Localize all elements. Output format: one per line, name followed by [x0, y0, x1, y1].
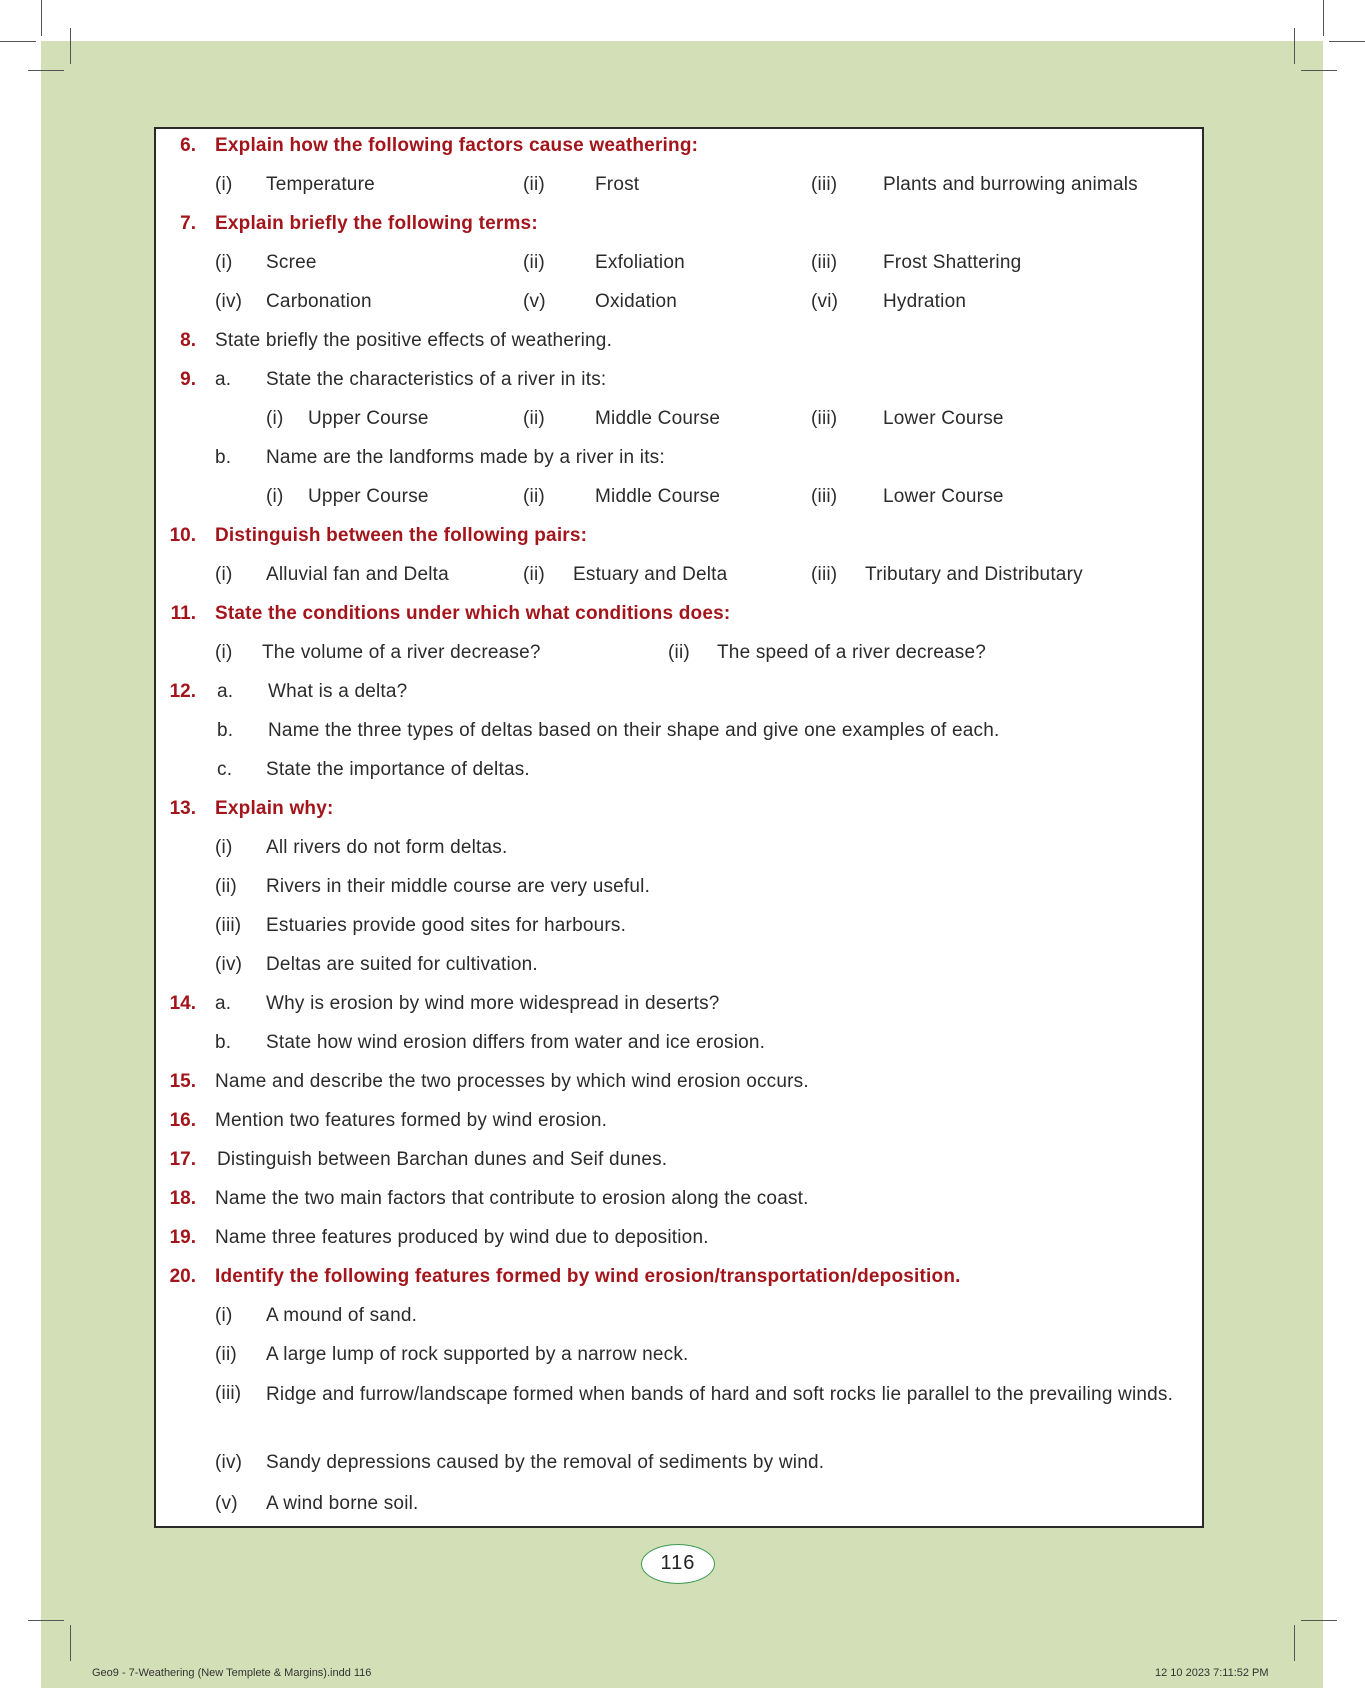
question-text: Mention two features formed by wind erosion. — [215, 1110, 608, 1131]
item-text: Frost Shattering — [883, 252, 1022, 273]
part-label: a. — [215, 369, 232, 390]
item-text: A mound of sand. — [266, 1305, 418, 1326]
crop-mark — [70, 1625, 71, 1661]
item-label: (ii) — [523, 408, 545, 429]
item-text: Middle Course — [595, 486, 721, 507]
item-label: (iii) — [811, 564, 838, 585]
item-text: Hydration — [883, 291, 967, 312]
question-heading: Explain why: — [215, 798, 334, 819]
item-label: (i) — [266, 486, 284, 507]
item-label: (i) — [215, 564, 233, 585]
question-number: 7. — [180, 213, 196, 234]
question-number: 6. — [180, 135, 196, 156]
crop-mark — [1329, 41, 1365, 42]
item-label: (ii) — [215, 1344, 237, 1365]
item-label: (ii) — [668, 642, 690, 663]
question-text: State briefly the positive effects of weathering. — [215, 330, 613, 351]
question-heading: Explain how the following factors cause weathering: — [215, 135, 699, 156]
part-label: c. — [217, 759, 233, 780]
footer-file-info: Geo9 - 7-Weathering (New Templete & Margins).indd 116 — [92, 1667, 372, 1679]
item-text: Plants and burrowing animals — [883, 174, 1138, 195]
item-text: Sandy depressions caused by the removal of sediments by wind. — [266, 1452, 825, 1473]
item-text: Rivers in their middle course are very useful. — [266, 876, 651, 897]
item-text: Frost — [595, 174, 640, 195]
item-label: (iii) — [811, 174, 838, 195]
item-label: (i) — [215, 642, 233, 663]
question-number: 10. — [169, 525, 196, 546]
item-text: Lower Course — [883, 408, 1004, 429]
item-text: Lower Course — [883, 486, 1004, 507]
item-text: Ridge and furrow/landscape formed when bands of hard and soft rocks lie parallel to the prevailing winds. — [266, 1384, 1174, 1405]
crop-mark — [28, 1620, 64, 1621]
part-text: Name the three types of deltas based on their shape and give one examples of each. — [268, 720, 1000, 741]
question-heading: State the conditions under which what conditions does: — [215, 603, 731, 624]
part-text: State how wind erosion differs from water and ice erosion. — [266, 1032, 766, 1053]
page-number: 116 — [641, 1544, 715, 1584]
part-text: State the importance of deltas. — [266, 759, 530, 780]
crop-mark — [1323, 0, 1324, 36]
part-label: b. — [215, 447, 232, 468]
crop-mark — [1294, 1625, 1295, 1661]
item-text: Tributary and Distributary — [865, 564, 1083, 585]
item-label: (i) — [215, 837, 233, 858]
item-text: Scree — [266, 252, 317, 273]
question-number: 17. — [169, 1149, 196, 1170]
item-label: (i) — [266, 408, 284, 429]
item-text: Exfoliation — [595, 252, 685, 273]
question-number: 20. — [169, 1266, 196, 1287]
crop-mark — [1301, 1620, 1337, 1621]
item-text: The volume of a river decrease? — [262, 642, 541, 663]
question-number: 16. — [169, 1110, 196, 1131]
item-text: Estuaries provide good sites for harbours. — [266, 915, 627, 936]
question-number: 14. — [169, 993, 196, 1014]
item-text: Upper Course — [308, 408, 429, 429]
part-label: b. — [215, 1032, 232, 1053]
item-text: Upper Course — [308, 486, 429, 507]
question-text: Name three features produced by wind due to deposition. — [215, 1227, 709, 1248]
item-text: Temperature — [266, 174, 375, 195]
question-heading: Distinguish between the following pairs: — [215, 525, 588, 546]
item-label: (iii) — [215, 915, 242, 936]
part-text: What is a delta? — [268, 681, 408, 702]
item-label: (i) — [215, 252, 233, 273]
question-number: 8. — [180, 330, 196, 351]
item-label: (iii) — [811, 408, 838, 429]
item-text: A wind borne soil. — [266, 1493, 419, 1514]
question-number: 18. — [169, 1188, 196, 1209]
part-text: State the characteristics of a river in its: — [266, 369, 607, 390]
item-label: (ii) — [523, 252, 545, 273]
item-text: Oxidation — [595, 291, 678, 312]
item-label: (v) — [523, 291, 546, 312]
item-text: Alluvial fan and Delta — [266, 564, 449, 585]
question-text: Distinguish between Barchan dunes and Seif dunes. — [217, 1149, 668, 1170]
crop-mark — [1301, 70, 1337, 71]
item-label: (iii) — [215, 1383, 242, 1404]
item-text: The speed of a river decrease? — [717, 642, 986, 663]
item-label: (ii) — [523, 564, 545, 585]
question-heading: Identify the following features formed by wind erosion/transportation/deposition. — [215, 1266, 961, 1287]
part-text: Why is erosion by wind more widespread in deserts? — [266, 993, 720, 1014]
footer-timestamp: 12 10 2023 7:11:52 PM — [1155, 1667, 1269, 1679]
item-text: Middle Course — [595, 408, 721, 429]
item-label: (vi) — [811, 291, 839, 312]
item-label: (v) — [215, 1493, 238, 1514]
part-label: a. — [217, 681, 234, 702]
item-text: A large lump of rock supported by a narrow neck. — [266, 1344, 689, 1365]
question-text: Name and describe the two processes by which wind erosion occurs. — [215, 1071, 809, 1092]
question-heading: Explain briefly the following terms: — [215, 213, 538, 234]
crop-mark — [28, 70, 64, 71]
item-label: (iv) — [215, 954, 243, 975]
question-number: 11. — [170, 603, 196, 624]
item-label: (iv) — [215, 291, 243, 312]
part-text: Name are the landforms made by a river in its: — [266, 447, 665, 468]
item-label: (i) — [215, 174, 233, 195]
item-label: (ii) — [523, 174, 545, 195]
crop-mark — [41, 0, 42, 36]
item-label: (iii) — [811, 252, 838, 273]
item-label: (ii) — [215, 876, 237, 897]
question-number: 12. — [169, 681, 196, 702]
crop-mark — [0, 41, 36, 42]
item-text: Estuary and Delta — [573, 564, 728, 585]
question-number: 9. — [180, 369, 196, 390]
crop-mark — [1294, 28, 1295, 64]
item-text: Deltas are suited for cultivation. — [266, 954, 538, 975]
item-label: (iii) — [811, 486, 838, 507]
question-text: Name the two main factors that contribute to erosion along the coast. — [215, 1188, 809, 1209]
question-number: 19. — [169, 1227, 196, 1248]
part-label: b. — [217, 720, 234, 741]
part-label: a. — [215, 993, 232, 1014]
item-label: (iv) — [215, 1452, 243, 1473]
question-number: 13. — [169, 798, 196, 819]
item-label: (i) — [215, 1305, 233, 1326]
item-text: All rivers do not form deltas. — [266, 837, 508, 858]
crop-mark — [70, 28, 71, 64]
item-text: Carbonation — [266, 291, 372, 312]
item-label: (ii) — [523, 486, 545, 507]
question-number: 15. — [169, 1071, 196, 1092]
